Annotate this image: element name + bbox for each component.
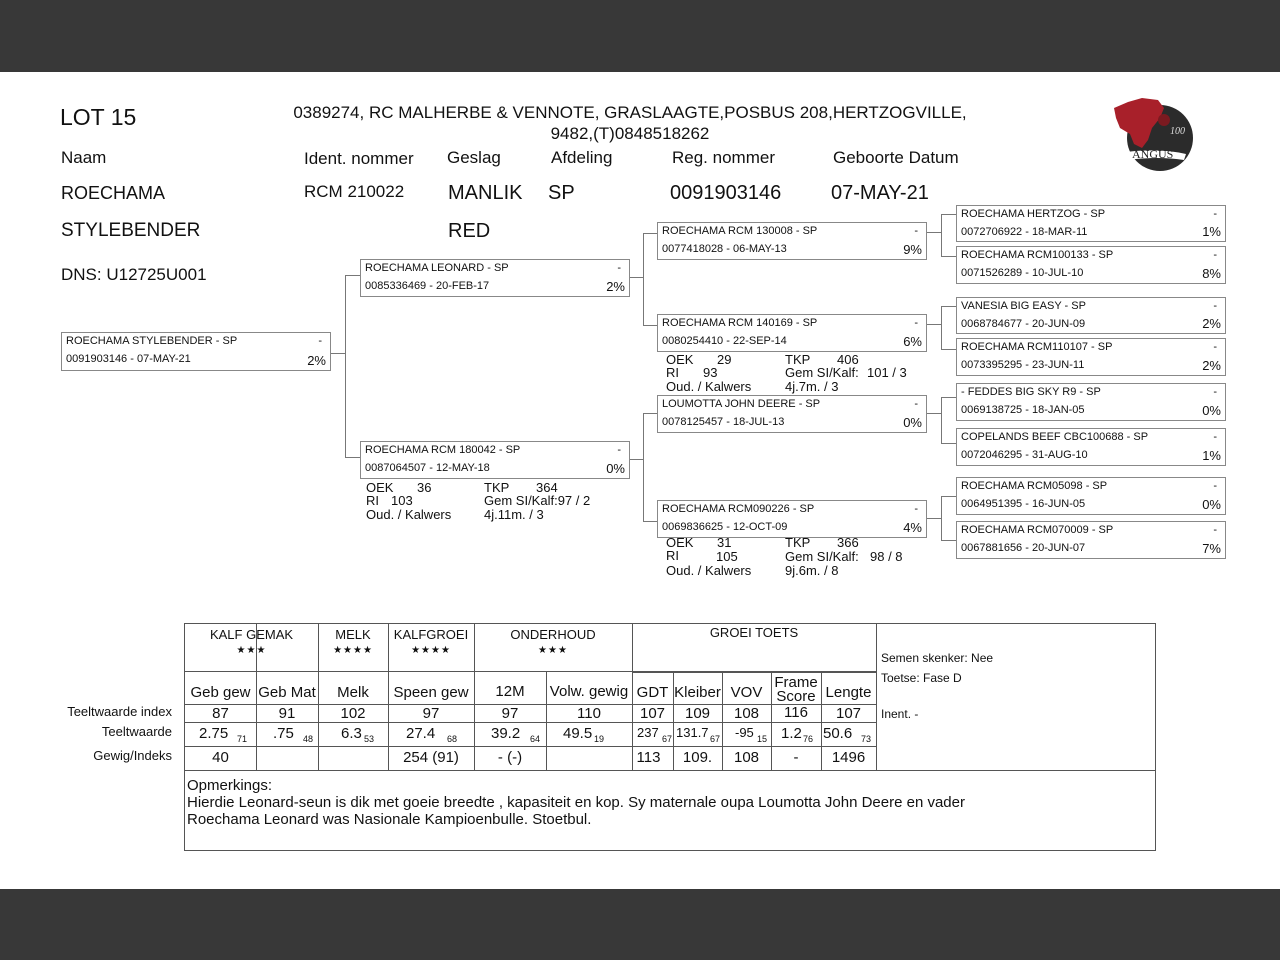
index-melk: 102 [340,705,366,722]
weight-speen-gew: 254 (91) [403,749,459,766]
animal-dns: DNS: U12725U001 [61,265,207,284]
pedigree-box-dsd [956,428,1226,466]
pedigree-name: VANESIA BIG EASY - SP [961,300,1086,312]
pedigree-line [345,275,360,276]
stars-kalfgroei: ★★★★ [411,645,451,656]
pedigree-box-ddd [956,521,1226,559]
performance-table [184,623,1156,851]
stat-label-ri: RI [666,365,679,380]
acc-12m: 64 [530,734,541,744]
pedigree-box-ssd [956,246,1226,284]
pedigree-pct: 0% [903,415,922,430]
pedigree-pct: 0% [1202,497,1221,512]
stat-ri: 105 [716,549,738,564]
pedigree-pct: 6% [903,334,922,349]
pedigree-reg: 0080254410 - 22-SEP-14 [662,335,787,347]
pedigree-dash: - [1213,249,1217,261]
col-score: Score [776,688,816,705]
table-line [876,624,877,770]
row-label-weight: Gewig/Indeks [93,748,172,763]
pedigree-dash: - [617,444,621,456]
pedigree-reg: 0068784677 - 20-JUN-09 [961,318,1086,330]
header-ident: Ident. nommer [304,149,414,168]
acc-kleiber: 67 [710,734,721,744]
pedigree-reg: 0072706922 - 18-MAR-11 [961,226,1088,238]
pedigree-line [925,413,941,414]
vaccination: Inent. - [881,707,919,721]
index-frame-score: 116 [784,704,808,721]
table-line [185,722,876,723]
weight-vov: 108 [733,749,760,766]
acc-melk: 53 [364,734,375,744]
pedigree-box-ds [657,395,927,433]
pedigree-dash: - [914,503,918,515]
ebv-12m: 39.2 [491,725,521,742]
logo-text: ANGUS [1132,147,1174,161]
ebv-lengte: 50.6 [823,725,853,742]
pedigree-name: - FEDDES BIG SKY R9 - SP [961,386,1101,398]
pedigree-dash: - [1213,431,1217,443]
stat-label-oek: OEK [666,352,694,367]
table-line [632,672,876,673]
pedigree-pct: 2% [1202,316,1221,331]
pedigree-pct: 8% [1202,266,1221,281]
pedigree-dash: - [914,225,918,237]
group-kalf-gemak: KALF GEMAK [209,627,294,642]
ebv-melk: 6.3 [341,725,362,742]
col-geb-gew: Geb gew [190,684,251,701]
remarks-title: Opmerkings: [187,777,273,794]
ebv-gdt: 237 [637,725,659,740]
col-geb-mat: Geb Mat [258,684,316,701]
animal-ident: RCM 210022 [304,182,405,201]
bottom-frame-bar [0,889,1280,960]
logo-badge: 100 [1170,126,1185,137]
pedigree-dash: - [1213,341,1217,353]
acc-geb-mat: 48 [303,734,314,744]
top-frame-bar [0,0,1280,72]
acc-gdt: 67 [662,734,673,744]
stat-oud: 4j.7m. / 3 [785,379,839,394]
acc-geb-gew: 71 [237,734,248,744]
stat-oek: 29 [717,352,732,367]
pedigree-line [941,496,956,497]
pedigree-reg: 0069138725 - 18-JAN-05 [961,404,1085,416]
pedigree-line [941,214,956,215]
index-kleiber: 109 [684,705,711,722]
pedigree-name: LOUMOTTA JOHN DEERE - SP [662,398,821,410]
stat-oek: 36 [417,480,432,495]
sd-stats [666,353,926,395]
pedigree-reg: 0077418028 - 06-MAY-13 [662,243,787,255]
pedigree-line [925,518,941,519]
animal-kleur: RED [448,220,491,242]
pedigree-name: COPELANDS BEEF CBC100688 - SP [961,431,1149,443]
animal-name-2: STYLEBENDER [61,220,201,241]
header-reg: Reg. nommer [672,148,775,167]
pedigree-pct: 2% [606,279,625,294]
pedigree-pct: 1% [1202,224,1221,239]
stars-melk: ★★★★ [333,645,373,656]
pedigree-pct: 2% [307,353,326,368]
pedigree-line [941,349,956,350]
col-volw-gewig: Volw. gewig [549,683,629,700]
stat-tkp: 366 [837,535,859,550]
lot-number: LOT 15 [60,104,137,130]
pedigree-line [643,325,657,326]
pedigree-line [941,496,942,540]
angus-logo [1112,94,1194,172]
stat-label-tkp: TKP [785,535,811,550]
lot-sheet [0,72,1280,889]
pedigree-line [925,232,941,233]
pedigree-reg: 0072046295 - 31-AUG-10 [961,449,1088,461]
acc-volw-gewig: 19 [594,734,605,744]
stars-onderhoud: ★★★ [538,645,568,656]
stat-gem: Gem SI/Kalf:97 / 2 [484,493,591,508]
pedigree-box-dd [657,500,927,538]
pedigree-box-dam [360,441,630,479]
header-afdeling: Afdeling [551,148,613,167]
pedigree-dash: - [914,317,918,329]
pedigree-name: ROECHAMA STYLEBENDER - SP [66,335,238,347]
weight-frame-score: - [793,749,799,766]
pedigree-pct: 7% [1202,541,1221,556]
col-kleiber: Kleiber [674,684,721,701]
pedigree-line [941,306,956,307]
stat-label-tkp: TKP [785,352,811,367]
tests-phase: Toetse: Fase D [881,671,962,685]
index-lengte: 107 [835,705,862,722]
ebv-volw-gewig: 49.5 [563,725,593,742]
row-label-ebv: Teeltwaarde [101,724,172,739]
pedigree-pct: 0% [1202,403,1221,418]
pedigree-box-dss [956,383,1226,421]
pedigree-dash: - [1213,524,1217,536]
index-12m: 97 [501,705,519,722]
index-speen-gew: 97 [422,705,440,722]
pedigree-reg: 0085336469 - 20-FEB-17 [365,280,490,292]
row-label-index: Teeltwaarde index [67,704,172,719]
pedigree-line [941,214,942,256]
pedigree-box-sss [956,205,1226,242]
stat-tkp: 406 [837,352,859,367]
ebv-kleiber: 131.7 [676,725,709,740]
stat-label-ri: RI [666,548,679,563]
pedigree-line [628,277,643,278]
remarks-line-1: Hierdie Leonard-seun is dik met goeie breedte , kapasiteit en kop. Sy maternale oupa Loumotta John Deere en vader [187,794,965,811]
dd-stats [666,536,926,578]
pedigree-line [941,540,956,541]
index-vov: 108 [733,705,760,722]
pedigree-name: ROECHAMA HERTZOG - SP [961,208,1106,220]
weight-geb-gew: 40 [212,749,229,766]
pedigree-reg: 0073395295 - 23-JUN-11 [961,359,1085,371]
pedigree-box-ss [657,222,927,260]
header-geslag: Geslag [447,148,501,167]
pedigree-line [345,457,360,458]
index-gdt: 107 [639,705,666,722]
table-line [185,770,1155,771]
pedigree-line [643,233,644,325]
stat-oud: 9j.6m. / 8 [785,563,839,578]
stat-label-oud: Oud. / Kalwers [666,563,752,578]
pedigree-line [941,256,956,257]
animal-geslag: MANLIK [448,182,523,204]
weight-kleiber: 109. [682,749,713,766]
ebv-frame-score: 1.2 [781,725,802,742]
pedigree-name: ROECHAMA RCM 130008 - SP [662,225,818,237]
pedigree-pct: 9% [903,242,922,257]
pedigree-line [643,413,657,414]
index-volw-gewig: 110 [577,705,601,722]
stat-label-oud: Oud. / Kalwers [366,507,452,522]
acc-speen-gew: 68 [447,734,458,744]
pedigree-line [329,353,345,354]
pedigree-dash: - [1213,386,1217,398]
stat-gem: 101 / 3 [867,365,907,380]
pedigree-name: ROECHAMA LEONARD - SP [365,262,509,274]
pedigree-box-sds [956,297,1226,334]
pedigree-pct: 1% [1202,448,1221,463]
pedigree-line [941,397,956,398]
owner-line-2: 9482,(T)0848518262 [550,124,710,143]
pedigree-dash: - [1213,480,1217,492]
stars-kalf-gemak: ★★★ [236,645,267,656]
animal-name-1: ROECHAMA [61,183,166,203]
semen-donor: Semen skenker: Nee [881,651,994,665]
pedigree-name: ROECHAMA RCM110107 - SP [961,341,1113,353]
pedigree-line [643,413,644,521]
pedigree-line [628,459,643,460]
stat-label-oek: OEK [366,480,394,495]
pedigree-reg: 0091903146 - 07-MAY-21 [66,353,191,365]
group-onderhoud: ONDERHOUD [510,627,596,642]
pedigree-name: ROECHAMA RCM070009 - SP [961,524,1114,536]
pedigree-name: ROECHAMA RCM05098 - SP [961,480,1108,492]
pedigree-reg: 0078125457 - 18-JUL-13 [662,416,785,428]
pedigree-line [643,233,657,234]
pedigree-box-dds [956,477,1226,515]
owner-info [250,102,1010,144]
weight-12m: - (-) [497,749,523,766]
pedigree-line [941,306,942,349]
pedigree-reg: 0067881656 - 20-JUN-07 [961,542,1086,554]
col-lengte: Lengte [825,684,872,701]
animal-afdeling: SP [548,182,575,204]
ebv-geb-gew: 2.75 [199,725,229,742]
pedigree-reg: 0087064507 - 12-MAY-18 [365,462,490,474]
ebv-geb-mat: .75 [273,725,294,742]
ebv-speen-gew: 27.4 [406,725,436,742]
pedigree-reg: 0069836625 - 12-OCT-09 [662,521,788,533]
pedigree-name: ROECHAMA RCM090226 - SP [662,503,815,515]
col-frame: Frame [774,674,818,691]
acc-frame-score: 76 [803,734,814,744]
col-gdt: GDT [636,684,669,701]
pedigree-box-sire [360,259,630,297]
stat-label-oud: Oud. / Kalwers [666,379,752,394]
animal-geboorte: 07-MAY-21 [831,182,929,204]
remarks-line-2: Roechama Leonard was Nasionale Kampioenbulle. Stoetbul. [187,811,592,828]
pedigree-line [925,324,941,325]
pedigree-reg: 0064951395 - 16-JUN-05 [961,498,1086,510]
pedigree-name: ROECHAMA RCM 180042 - SP [365,444,521,456]
stat-label-oek: OEK [666,535,694,550]
acc-vov: 15 [757,734,768,744]
col-speen-gew: Speen gew [393,684,469,701]
pedigree-pct: 4% [903,520,922,535]
pedigree-box-sd [657,314,927,352]
pedigree-box-sdd [956,338,1226,376]
group-melk: MELK [335,627,371,642]
col-melk: Melk [337,684,369,701]
ebv-vov: -95 [735,725,754,740]
header-naam: Naam [61,148,107,167]
pedigree-dash: - [1213,300,1217,312]
stat-ri: 103 [391,493,413,508]
pedigree-pct: 2% [1202,358,1221,373]
pedigree-line [643,521,657,522]
stat-oud: 4j.11m. / 3 [484,507,544,522]
weight-lengte: 1496 [831,749,866,766]
group-kalfgroei: KALFGROEI [393,627,469,642]
dam-stats [366,481,626,523]
header-geboorte: Geboorte Datum [833,148,959,167]
pedigree-pct: 0% [606,461,625,476]
pedigree-box-self [61,332,331,371]
animal-reg: 0091903146 [670,182,782,204]
stat-gem: 98 / 8 [870,549,903,564]
pedigree-name: ROECHAMA RCM 140169 - SP [662,317,818,329]
owner-line-1: 0389274, RC MALHERBE & VENNOTE, GRASLAAGTE,POSBUS 208,HERTZOGVILLE, [293,103,967,122]
acc-lengte: 73 [861,734,872,744]
col-12m: 12M [495,683,525,700]
stat-tkp: 364 [536,480,558,495]
stat-label-tkp: TKP [484,480,510,495]
pedigree-dash: - [617,262,621,274]
pedigree-reg: 0071526289 - 10-JUL-10 [961,267,1084,279]
stat-label-gem: Gem SI/Kalf: [785,549,859,564]
stat-oek: 31 [717,535,732,550]
pedigree-dash: - [914,398,918,410]
pedigree-line [941,443,956,444]
stat-label-ri: RI [366,493,379,508]
pedigree-line [345,275,346,457]
pedigree-dash: - [1213,208,1217,220]
pedigree-line [941,397,942,443]
weight-gdt: 113 [636,749,661,766]
stat-label-gem: Gem SI/Kalf: [785,365,859,380]
index-geb-gew: 87 [212,705,229,722]
col-vov: VOV [730,684,763,701]
pedigree-dash: - [318,335,322,347]
table-line [185,746,876,747]
group-groei-toets: GROEI TOETS [709,625,799,640]
index-geb-mat: 91 [278,705,296,722]
pedigree-name: ROECHAMA RCM100133 - SP [961,249,1114,261]
stat-ri: 93 [703,365,718,380]
